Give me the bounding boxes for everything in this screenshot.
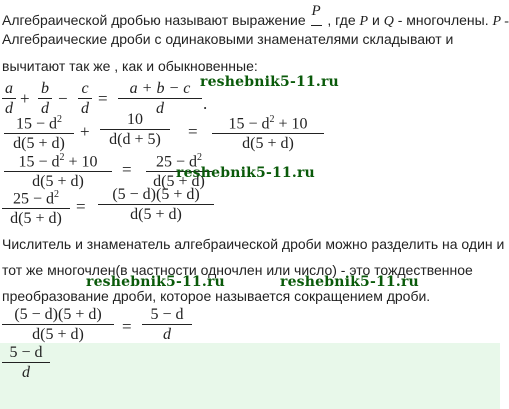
fraction-result-2: $15 - d^2 + 10$ d(5 + d) (212, 111, 324, 152)
paragraph-2-line-3: преобразование дроби, которое называется сокращением дроби. (2, 288, 431, 304)
fraction-5-minus-d-over-d: 5 − d d (142, 306, 192, 343)
definition-line-2: Алгебраические дроби с одинаковыми знаменателями складывают и (2, 31, 454, 47)
equals-sign: = (188, 122, 198, 141)
fraction-25-minus-d2-over-d5d: $25 - d^2$ d(5 + d) (2, 186, 70, 227)
inline-fraction-bar (311, 25, 322, 26)
variable-p: P (359, 14, 369, 29)
fraction-c-over-d: c d (78, 80, 92, 117)
plus-sign: + (80, 122, 90, 141)
equals-sign: = (122, 160, 132, 179)
fraction-sum-over-d: a + b − c d (118, 80, 202, 117)
plus-sign: + (20, 89, 30, 108)
answer-fraction: 5 − d d (2, 344, 50, 381)
and-text: и (371, 12, 380, 28)
equals-sign: = (98, 89, 108, 108)
paragraph-2-line-2: тот же многочлен(в частности одночлен или число) - это тождественное (2, 262, 473, 278)
answer-highlight (0, 343, 500, 409)
watermark-1: reshebnik5-11.ru (200, 74, 339, 90)
paragraph-2-line-1: Числитель и знаменатель алгебраической дроби можно разделить на один и (2, 236, 505, 252)
fraction-factored: (5 − d)(5 + d) d(5 + d) (98, 186, 214, 223)
watermark-2: reshebnik5-11.ru (176, 165, 315, 181)
equals-sign: = (122, 317, 132, 336)
equals-sign: = (76, 197, 86, 216)
formula-period: . (203, 94, 208, 113)
fraction-25-minus-d2: $25 - d^2$ d(5 + d) (146, 149, 212, 190)
variable-q: Q (383, 14, 394, 29)
watermark-3: reshebnik5-11.ru (86, 274, 225, 290)
definition-line-3: вычитают так же , как и обыкновенные: (2, 58, 258, 74)
fraction-15-minus-d2-over-d5d: $15 - d^2$ d(5 + d) (4, 111, 74, 152)
polynomials-text: - многочлены. (397, 12, 489, 28)
fraction-a-over-d: a d (2, 80, 16, 117)
fraction-10-over-dd5: 10 d(d + 5) (100, 111, 170, 148)
watermark-4: reshebnik5-11.ru (280, 274, 419, 290)
minus-sign: − (58, 89, 68, 108)
fraction-factored-over-d5d: (5 − d)(5 + d) d(5 + d) (2, 306, 114, 343)
comma-where-text: , где (327, 12, 356, 28)
definition-line-1 (2, 3, 509, 30)
fraction-b-over-d: b d (38, 80, 52, 117)
trailing-p-text: P - (492, 14, 509, 29)
fraction-15-minus-d2-plus-10: $15 - d^2 + 10$ d(5 + d) (4, 149, 112, 190)
inline-fraction-numerator: P (311, 3, 321, 20)
definition-text: Алгебраической дробью называют выражение (2, 12, 306, 28)
